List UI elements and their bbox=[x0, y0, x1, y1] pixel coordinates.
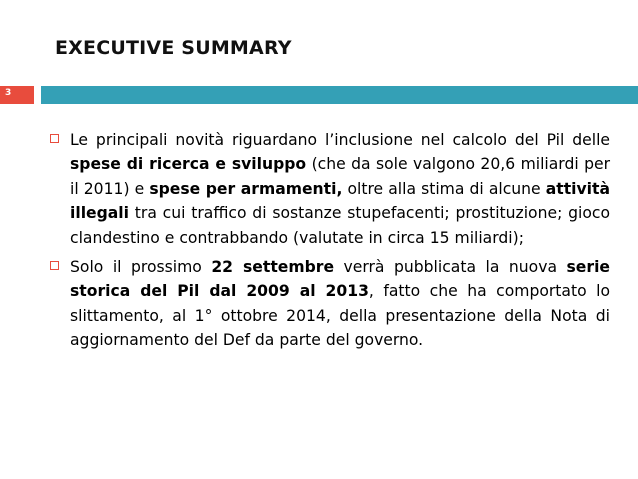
text-segment: (che da sole valgono 20,6 miliardi per il 2011) e bbox=[70, 155, 611, 198]
bullet-item bbox=[48, 255, 610, 353]
bold-segment: serie storica del Pil dal 2009 al 2013 bbox=[70, 258, 610, 301]
bullet-text bbox=[70, 255, 610, 353]
text-segment: oltre alla stima di alcune bbox=[342, 179, 546, 198]
square-bullet-icon bbox=[50, 134, 59, 143]
text-segment: , fatto che ha comportato lo slittamento, al 1° ottobre 2014, della presentazione della Nota di aggiornamento del Def da parte del governo. bbox=[70, 282, 610, 350]
bold-segment: spese di ricerca e sviluppo bbox=[70, 155, 307, 174]
square-bullet-icon bbox=[50, 261, 59, 270]
title-underline-bar bbox=[41, 86, 638, 104]
text-segment: Solo il prossimo bbox=[70, 258, 212, 277]
text-segment: verrà pubblicata la nuova bbox=[334, 258, 567, 277]
text-segment: Le principali novità riguardano l’inclusione nel calcolo del Pil delle bbox=[70, 131, 610, 149]
bold-segment: 22 settembre bbox=[211, 258, 335, 277]
text-segment: tra cui traffico di sostanze stupefacenti; prostituzione; gioco clandestino e contrabbando (valutate in circa 15 miliardi); bbox=[70, 204, 610, 247]
bullet-text bbox=[70, 128, 610, 250]
bullet-list bbox=[48, 128, 610, 358]
slide-number: 3 bbox=[5, 88, 12, 98]
bold-segment: attività illegali bbox=[70, 179, 610, 223]
bold-segment: spese per armamenti, bbox=[149, 179, 343, 198]
slide-title: EXECUTIVE SUMMARY bbox=[55, 37, 292, 59]
slide-number-badge bbox=[0, 86, 34, 104]
bullet-item bbox=[48, 128, 610, 250]
